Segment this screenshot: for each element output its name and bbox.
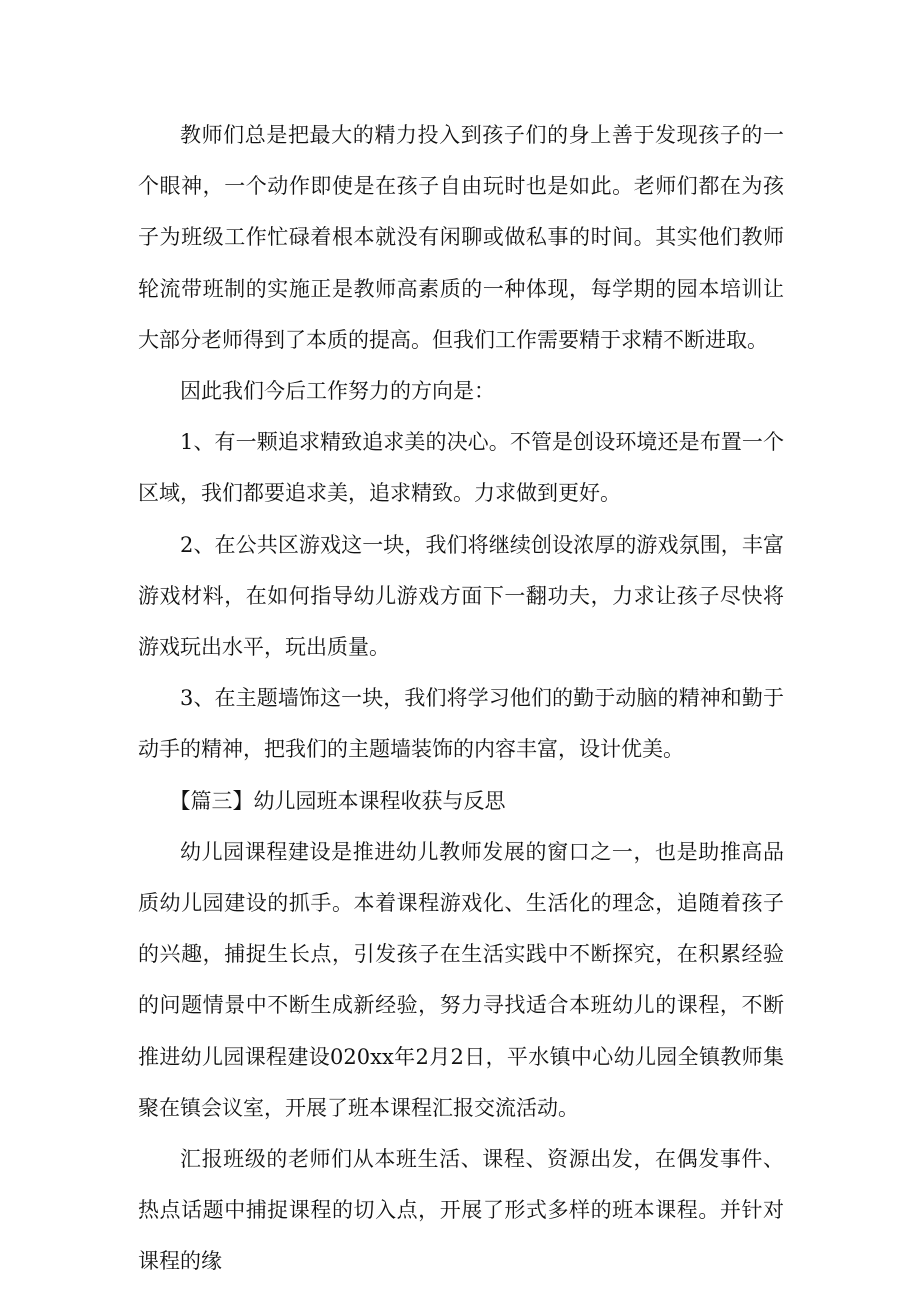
list-item-2: 2、在公共区游戏这一块，我们将继续创设浓厚的游戏氛围，丰富游戏材料，在如何指导幼儿游戏方面下一翻功夫，力求让孩子尽快将游戏玩出水平，玩出质量。 bbox=[138, 532, 784, 660]
list-item-1: 1、有一颗追求精致追求美的决心。不管是创设环境还是布置一个区域，我们都要追求美，追求精致。力求做到更好。 bbox=[138, 430, 784, 506]
paragraph-teachers-effort: 教师们总是把最大的精力投入到孩子们的身上善于发现孩子的一个眼神，一个动作即使是在孩子自由玩时也是如此。老师们都在为孩子为班级工作忙碌着根本就没有闲聊或做私事的时间。其实他们教师轮流带班制的实施正是教师高素质的一种体现，每学期的园本培训让大部分老师得到了本质的提高。但我们工作需要精于求精不断进取。 bbox=[138, 123, 784, 352]
paragraph-report-teachers: 汇报班级的老师们从本班生活、课程、资源出发，在偶发事件、热点话题中捕捉课程的切入点，开展了形式多样的班本课程。并针对课程的缘 bbox=[138, 1147, 784, 1274]
paragraph-curriculum-construction: 幼儿园课程建设是推进幼儿教师发展的窗口之一，也是助推高品质幼儿园建设的抓手。本着课程游戏化、生活化的理念，追随着孩子的兴趣，捕捉生长点，引发孩子在生活实践中不断探究，在积累经验的问题情景中不断生成新经验，努力寻找适合本班幼儿的课程，不断推进幼儿园课程建设020xx年2月2日，平水镇中心幼儿园全镇教师集聚在镇会议室，开展了班本课程汇报交流活动。 bbox=[138, 839, 784, 1120]
section-heading: 【篇三】幼儿园班本课程收获与反思 bbox=[169, 788, 506, 813]
document-page bbox=[138, 110, 784, 1288]
paragraph-future-direction: 因此我们今后工作努力的方向是： bbox=[180, 379, 495, 404]
list-item-3: 3、在主题墙饰这一块，我们将学习他们的勤于动脑的精神和勤于动手的精神，把我们的主题墙装饰的内容丰富，设计优美。 bbox=[138, 686, 784, 762]
